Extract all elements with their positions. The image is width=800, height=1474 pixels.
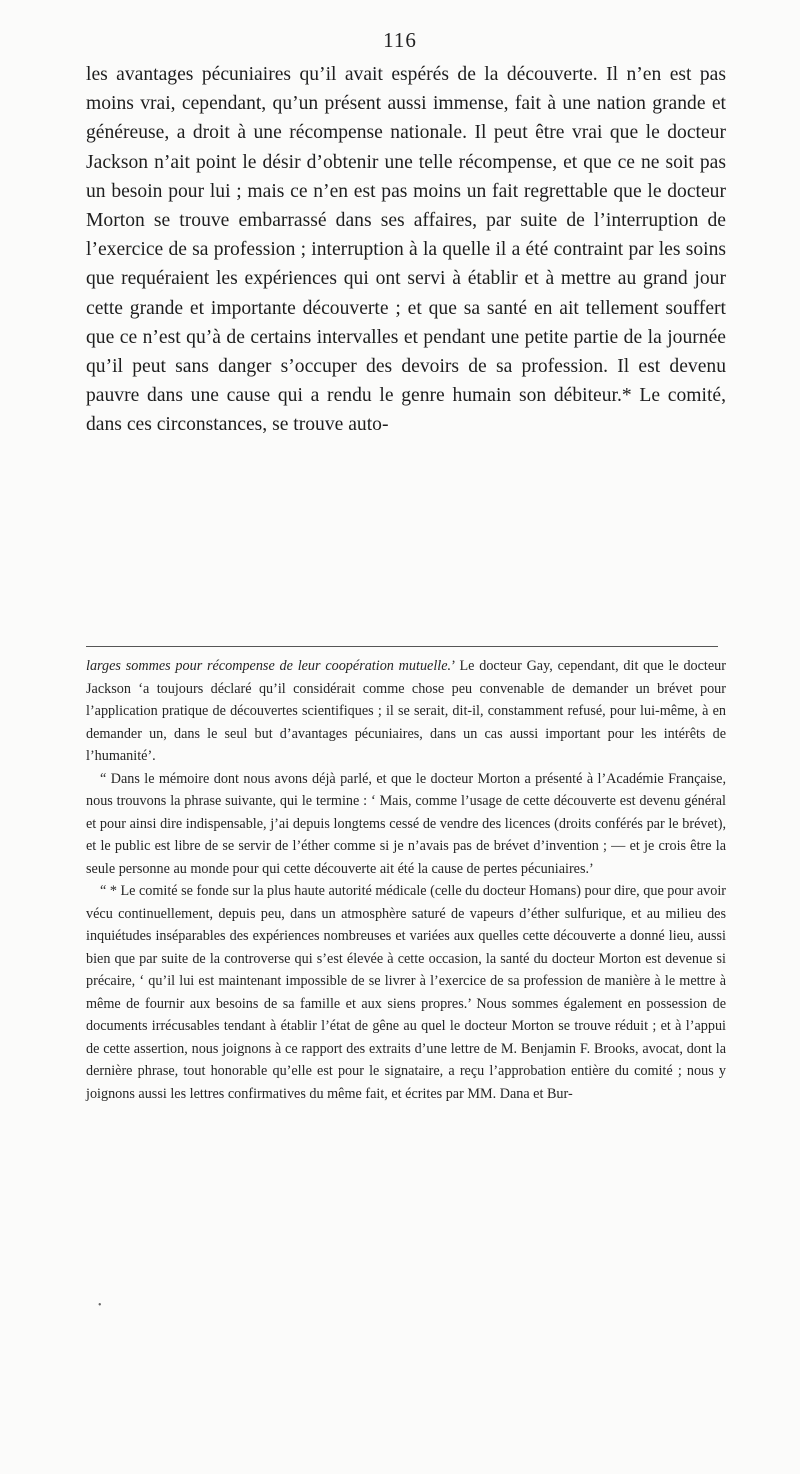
main-body-text: les avantages pécuniaires qu’il avait espérés de la découverte. Il n’en est pas moins vrai, cependant, qu’un présent aussi immense, fait à une nation grande et généreuse, a droit à une récompense nationale. Il peut être vrai que le docteur Jackson n’ait point le désir d’obtenir une telle récompense, et que ce ne soit pas un besoin pour lui ; mais ce n’en est pas moins un fait regrettable que le docteur Morton se trouve embarrassé dans ses affaires, par suite de l’interruption de l’exercice de sa profession ; interruption à la quelle il a été contraint par les soins que requéraient les expériences qui ont servi à établir et à mettre au grand jour cette grande et importante découverte ; et que sa santé en ait tellement souffert que ce n’est qu’à de certains intervalles et pendant une petite partie de la journée qu’il peut sans danger s’occuper des devoirs de sa profession. Il est devenu pauvre dans une cause qui a rendu le genre humain son débiteur.* Le comité, dans ces circonstances, se trouve auto-	[86, 64, 726, 436]
footnote-1-text: ’ Le docteur Gay, cependant, dit que le docteur Jackson ‘a toujours déclaré qu’il considérait comme chose peu convenable de demander un brévet pour l’application pratique de découvertes scientifiques ; il se serait, dit-il, constamment refusé, pour lui-même, à en demander un, dans le seul but d’avantages pécuniaires, dans un cas aussi important pour les intérêts de l’humanité’.	[86, 658, 726, 764]
footnote-paragraph-1	[86, 655, 726, 768]
footnotes-block	[86, 655, 726, 1105]
footnote-separator-rule	[86, 646, 718, 647]
footnote-paragraph-2: “ Dans le mémoire dont nous avons déjà parlé, et que le docteur Morton a présenté à l’Académie Française, nous trouvons la phrase suivante, qui le termine : ‘ Mais, comme l’usage de cette découverte est devenu général et pour ainsi dire indispensable, j’ai depuis longtems cessé de vendre des licences (droits conférés par le brévet), et le public est libre de se servir de l’éther comme si je n’avais pas de brévet d’invention ; — et je crois être la seule personne au monde pour qui cette découverte ait été la cause de pertes pécuniaires.’	[86, 770, 726, 877]
footnote-paragraph-3: “ * Le comité se fonde sur la plus haute autorité médicale (celle du docteur Homans) pour dire, que pour avoir vécu continuellement, depuis peu, dans un atmosphère saturé de vapeurs d’éther sulfurique, et au milieu des inquiétudes inséparables des expériences nombreuses et variées aux quelles cette découverte a donné lieu, aussi bien que par suite de la controverse qui s’est élevée à cette occasion, la santé du docteur Morton est devenue si précaire, ‘ qu’il lui est maintenant impossible de se livrer à l’exercice de sa profession de manière à le mettre à même de fournir aux besoins de sa famille et aux siens propres.’ Nous sommes également en possession de documents irrécusables tendant à établir l’état de gêne au quel le docteur Morton se trouve réduit ; et à l’appui de cette assertion, nous joignons à ce rapport des extraits d’une lettre de M. Benjamin F. Brooks, avocat, dont la dernière phrase, tout honorable qu’elle est pour le signataire, a reçu l’approbation entière du comité ; nous y joignons aussi les lettres confirmatives du même fait, et écrites par MM. Dana et Bur-	[86, 883, 726, 1102]
stray-dot-mark: •	[98, 1300, 102, 1311]
page-number: 116	[383, 28, 417, 52]
footnote-1-italic-lead: larges sommes pour récompense de leur coopération mutuelle.	[86, 658, 452, 674]
